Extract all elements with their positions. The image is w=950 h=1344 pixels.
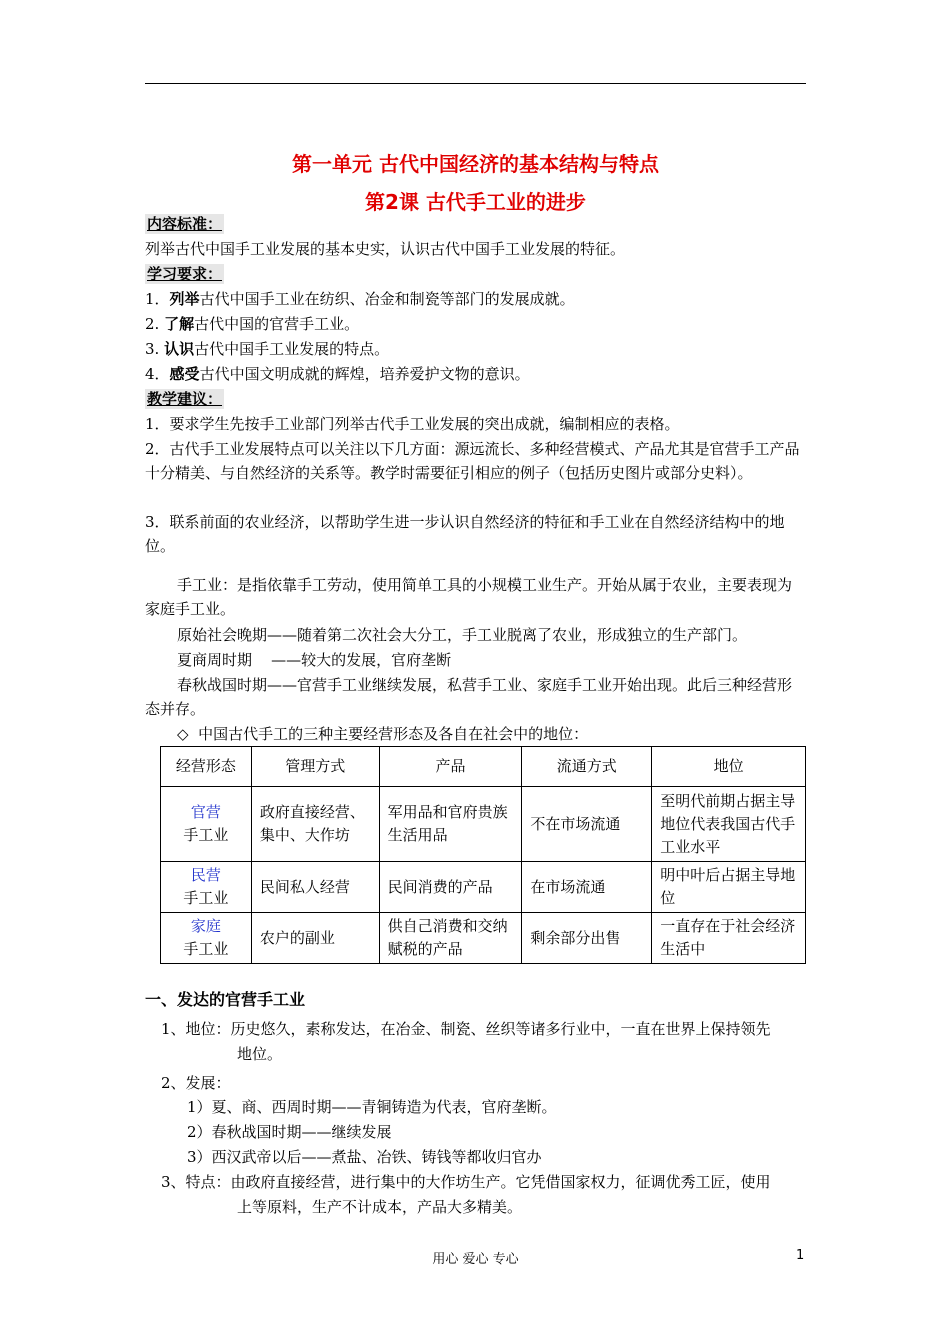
type-name: 家庭 [190,917,221,935]
table-row [161,913,806,964]
requirement-text: 古代中国的官营手工业。 [194,315,360,333]
table-header-cell: 管理方式 [251,747,379,787]
table-cell: 供自己消费和交纳赋税的产品 [379,913,522,964]
requirement-num: 2. [145,315,165,333]
table-cell: 不在市场流通 [522,787,652,862]
development-item: 3）西汉武帝以后——煮盐、冶铁、铸钱等都收归官办 [187,1148,542,1166]
header-rule [145,83,806,84]
development-item: 1）夏、商、西周时期——青铜铸造为代表，官府垄断。 [187,1098,557,1116]
table-row [161,787,806,862]
intro-paragraph: 手工业：是指依靠手工劳动，使用简单工具的小规模工业生产。开始从属于农业，主要表现为家庭手工业。 [145,576,793,618]
requirement-keyword: 认识 [164,340,195,358]
table-cell: 明中叶后占据主导地位 [652,862,806,913]
requirement-item [145,337,806,361]
requirement-text: 古代中国文明成就的辉煌，培养爱护文物的意识。 [199,365,530,383]
section-heading: 一、发达的官营手工业 [145,990,306,1009]
suggestion-item: 3．联系前面的农业经济，以帮助学生进一步认识自然经济的特征和手工业在自然经济结构中的地位。 [145,513,785,555]
type-suffix: 手工业 [183,889,229,907]
table-cell: 至明代前期占据主导地位代表我国古代手工业水平 [652,787,806,862]
table-cell: 政府直接经营、集中、大作坊 [251,787,379,862]
table-header-cell: 经营形态 [161,747,252,787]
table-header-cell: 地位 [652,747,806,787]
requirements-heading: 学习要求： [147,265,223,283]
table-cell: 一直存在于社会经济生活中 [652,913,806,964]
standard-heading: 内容标准： [147,215,223,233]
table-cell: 剩余部分出售 [522,913,652,964]
footer-text: 用心 爱心 专心 [432,1252,519,1267]
table-cell: 民间私人经营 [251,862,379,913]
suggestions-heading: 教学建议： [147,390,223,408]
intro-paragraph: 夏商周时期 ——较大的发展，官府垄断 [177,651,452,669]
requirement-item [145,362,806,386]
requirement-keyword: 感受 [169,365,200,383]
table-cell-type [161,862,252,913]
requirement-keyword: 列举 [169,290,200,308]
intro-paragraph: 春秋战国时期——官营手工业继续发展，私营手工业、家庭手工业开始出现。此后三种经营形态并存。 [145,676,793,718]
table-header-cell: 流通方式 [522,747,652,787]
table-cell: 军用品和官府贵族生活用品 [379,787,522,862]
table-cell: 民间消费的产品 [379,862,522,913]
requirement-num: 1． [145,290,170,308]
section-paragraph: 2、发展： [161,1074,231,1092]
requirements-heading-line [145,262,806,286]
section-paragraph-cont: 上等原料，生产不计成本，产品大多精美。 [237,1198,523,1216]
type-suffix: 手工业 [183,940,229,958]
requirement-text: 古代中国手工业在纺织、冶金和制瓷等部门的发展成就。 [199,290,575,308]
table-cell-type [161,787,252,862]
type-suffix: 手工业 [183,826,229,844]
suggestion-item: 2．古代手工业发展特点可以关注以下几方面：源远流长、多种经营模式、产品尤其是官营手工产品十分精美、与自然经济的关系等。教学时需要征引相应的例子（包括历史图片或部分史料）。 [145,440,800,482]
unit-title: 第一单元 古代中国经济的基本结构与特点 [292,152,659,176]
standard-text: 列举古代中国手工业发展的基本史实，认识古代中国手工业发展的特征。 [145,240,626,258]
lesson-title: 第2课 古代手工业的进步 [365,190,586,214]
suggestion-item: 1．要求学生先按手工业部门列举古代手工业发展的突出成就，编制相应的表格。 [145,415,680,433]
page-number: 1 [796,1248,805,1263]
requirement-keyword: 了解 [164,315,195,333]
requirement-num: 3. [145,340,165,358]
requirement-text: 古代中国手工业发展的特点。 [194,340,390,358]
table-cell-type [161,913,252,964]
type-name: 民营 [190,866,221,884]
development-item: 2）春秋战国时期——继续发展 [187,1123,392,1141]
requirement-item [145,287,806,311]
section-paragraph-cont: 地位。 [237,1045,283,1063]
table-cell: 在市场流通 [522,862,652,913]
section-paragraph: 3、特点：由政府直接经营，进行集中的大作坊生产。它凭借国家权力，征调优秀工匠，使用 [161,1173,771,1191]
section-paragraph: 1、地位：历史悠久，素称发达，在冶金、制瓷、丝织等诸多行业中，一直在世界上保持领先 [161,1020,771,1038]
type-name: 官营 [190,803,221,821]
standard-heading-line [145,212,806,236]
requirement-num: 4． [145,365,170,383]
intro-paragraph: 原始社会晚期——随着第二次社会大分工，手工业脱离了农业，形成独立的生产部门。 [177,626,748,644]
table-header-row [161,747,806,787]
requirement-item [145,312,806,336]
table-header-cell: 产品 [379,747,522,787]
forms-table [160,746,806,964]
table-row [161,862,806,913]
table-cell: 农户的副业 [251,913,379,964]
table-caption: ◇ 中国古代手工的三种主要经营形态及各自在社会中的地位： [177,725,589,743]
suggestions-heading-line [145,387,806,411]
